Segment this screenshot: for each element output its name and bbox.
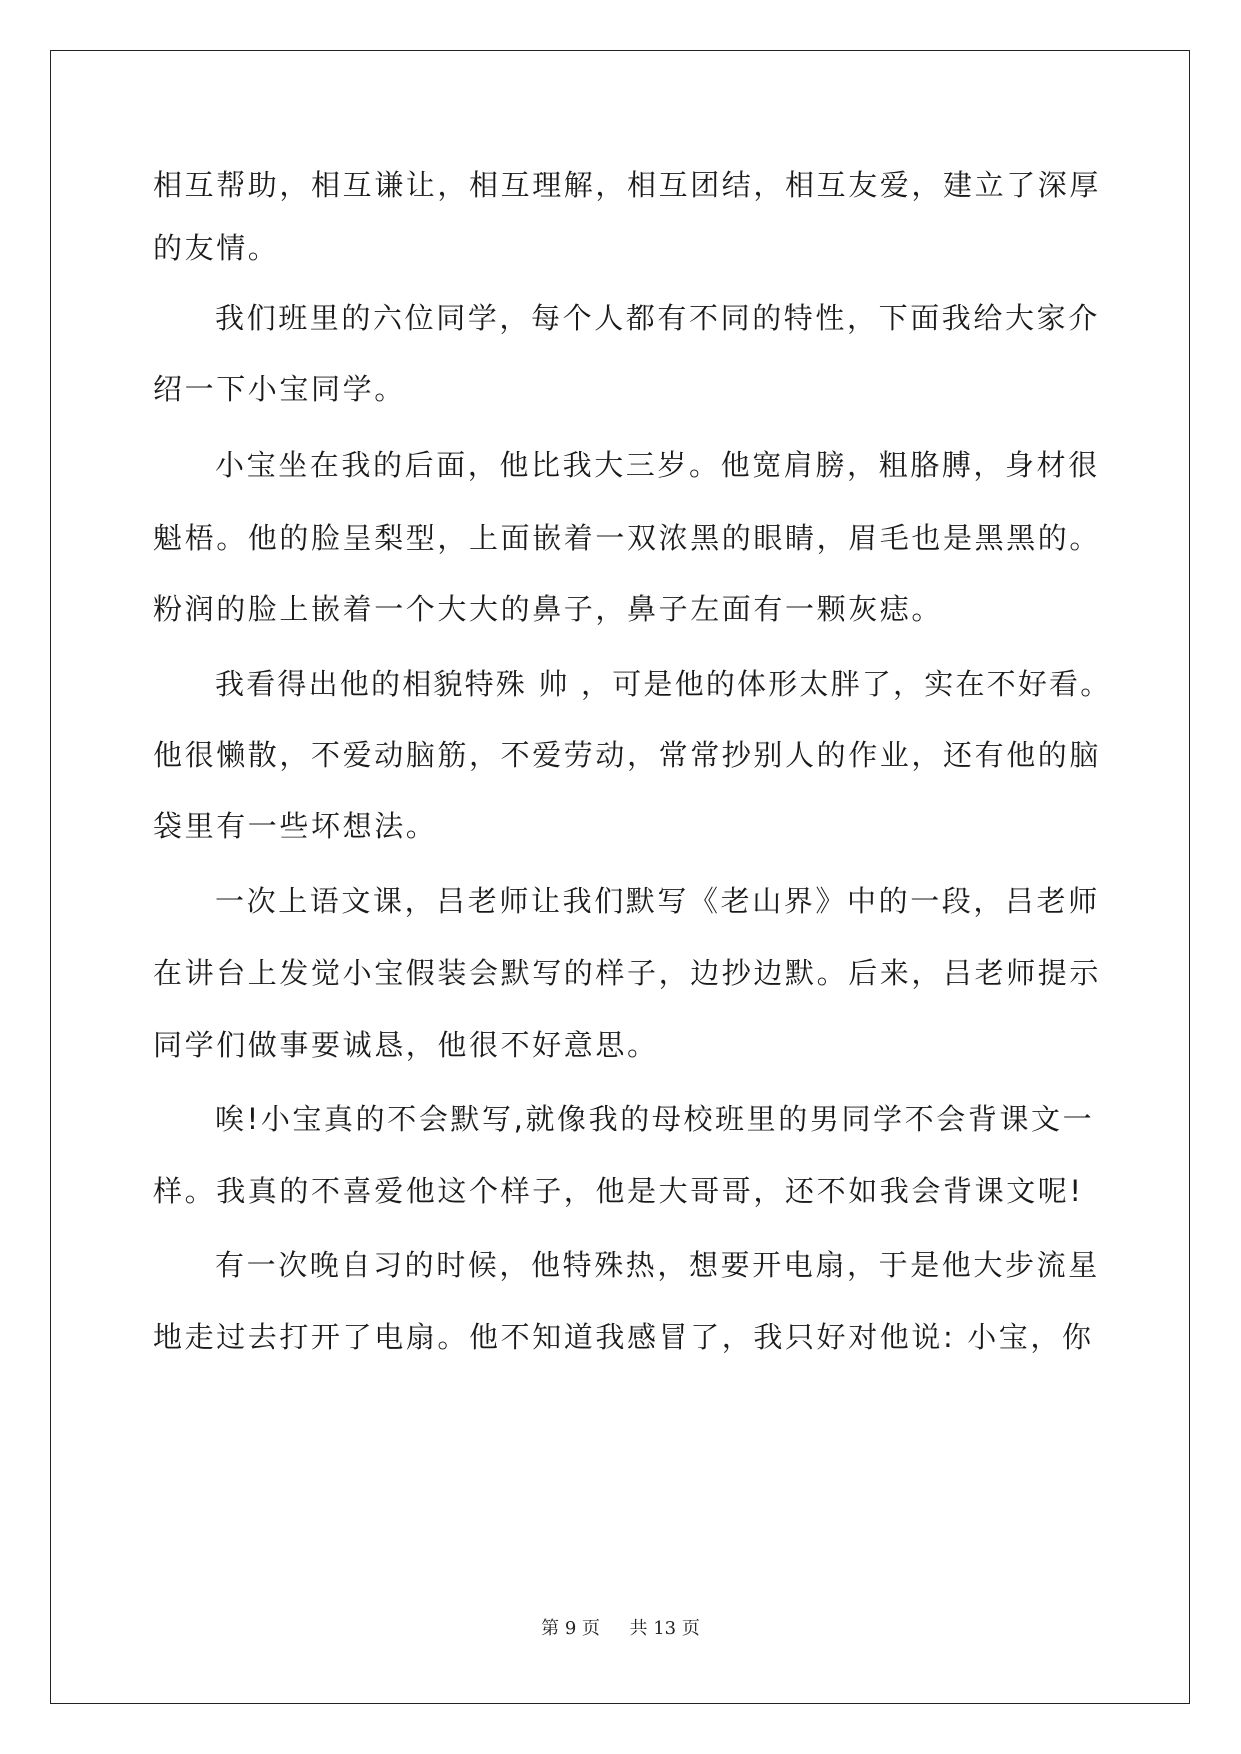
- paragraph-start-line: 有一次晚自习的时候，他特殊热，想要开电扇，于是他大步流星: [215, 1248, 1100, 1282]
- paragraph-start-line: 一次上语文课，吕老师让我们默写《老山界》中的一段，吕老师: [215, 884, 1100, 918]
- total-pages: 共 13 页: [629, 1618, 700, 1639]
- paragraph-start-line: 我看得出他的相貌特殊 帅 ，可是他的体形太胖了，实在不好看。: [215, 667, 1112, 701]
- text-line: 在讲台上发觉小宝假装会默写的样子，边抄边默。后来，吕老师提示: [153, 956, 1102, 990]
- text-line: 粉润的脸上嵌着一个大大的鼻子，鼻子左面有一颗灰痣。: [153, 592, 944, 626]
- paragraph-start-line: 我们班里的六位同学，每个人都有不同的特性，下面我给大家介: [215, 301, 1100, 335]
- paragraph-start-line: 小宝坐在我的后面，他比我大三岁。他宽肩膀，粗胳膊，身材很: [215, 448, 1100, 482]
- text-line: 袋里有一些坏想法。: [153, 809, 438, 843]
- paragraph-start-line: 唉!小宝真的不会默写,就像我的母校班里的男同学不会背课文一: [215, 1102, 1095, 1136]
- text-line: 魁梧。他的脸呈梨型，上面嵌着一双浓黑的眼睛，眉毛也是黑黑的。: [153, 521, 1102, 555]
- text-line: 样。我真的不喜爱他这个样子，他是大哥哥，还不如我会背课文呢!: [153, 1174, 1084, 1208]
- text-line: 相互帮助，相互谦让，相互理解，相互团结，相互友爱，建立了深厚: [153, 168, 1102, 202]
- text-line: 同学们做事要诚恳，他很不好意思。: [153, 1028, 659, 1062]
- page-number: 第 9 页: [541, 1618, 601, 1639]
- text-line: 地走过去打开了电扇。他不知道我感冒了，我只好对他说: 小宝，你: [153, 1320, 1094, 1354]
- text-line: 绍一下小宝同学。: [153, 372, 406, 406]
- text-line: 他很懒散，不爱动脑筋，不爱劳动，常常抄别人的作业，还有他的脑: [153, 738, 1102, 772]
- text-line: 的友情。: [153, 231, 280, 265]
- page-footer: [0, 1614, 1241, 1640]
